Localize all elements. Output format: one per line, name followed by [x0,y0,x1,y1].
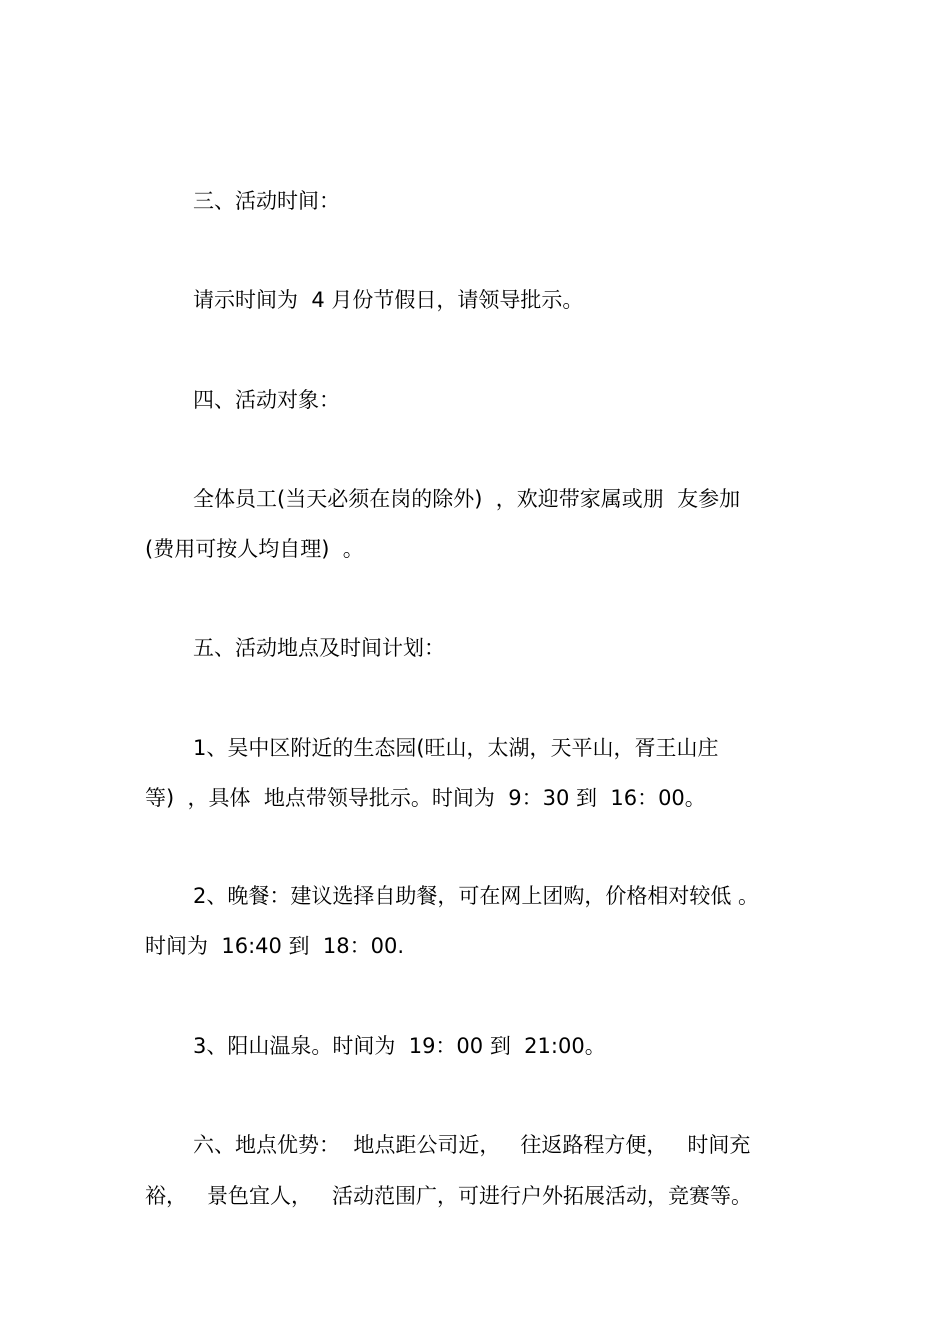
plan-item-2-line-1: 2、晚餐：建议选择自助餐，可在网上团购，价格相对较低 。 [193,884,760,908]
section-heading-activity-time: 三、活动时间： [193,189,340,213]
plan-item-2-line-2: 时间为 16:40 到 18：00. [145,934,405,958]
plan-item-1-line-2: 等) ，具体 地点带领导批示。时间为 9：30 到 16：00。 [145,786,706,810]
target-text-line-2: (费用可按人均自理) 。 [145,537,364,561]
target-text-line-1: 全体员工(当天必须在岗的除外) ，欢迎带家属或朋 友参加 [193,487,741,511]
plan-item-3: 3、阳山温泉。时间为 19：00 到 21:00。 [193,1034,606,1058]
section-heading-activity-target: 四、活动对象： [193,388,340,412]
section-heading-location-advantages: 六、地点优势： 地点距公司近， 往返路程方便， 时间充 [193,1133,751,1157]
section-heading-location-plan: 五、活动地点及时间计划： [193,636,445,660]
plan-item-1-line-1: 1、吴中区附近的生态园(旺山，太湖，天平山，胥王山庄 [193,736,719,760]
location-advantages-line-2: 裕， 景色宜人， 活动范围广，可进行户外拓展活动，竞赛等。 [145,1184,753,1208]
activity-time-text: 请示时间为 4 月份节假日，请领导批示。 [193,288,584,312]
